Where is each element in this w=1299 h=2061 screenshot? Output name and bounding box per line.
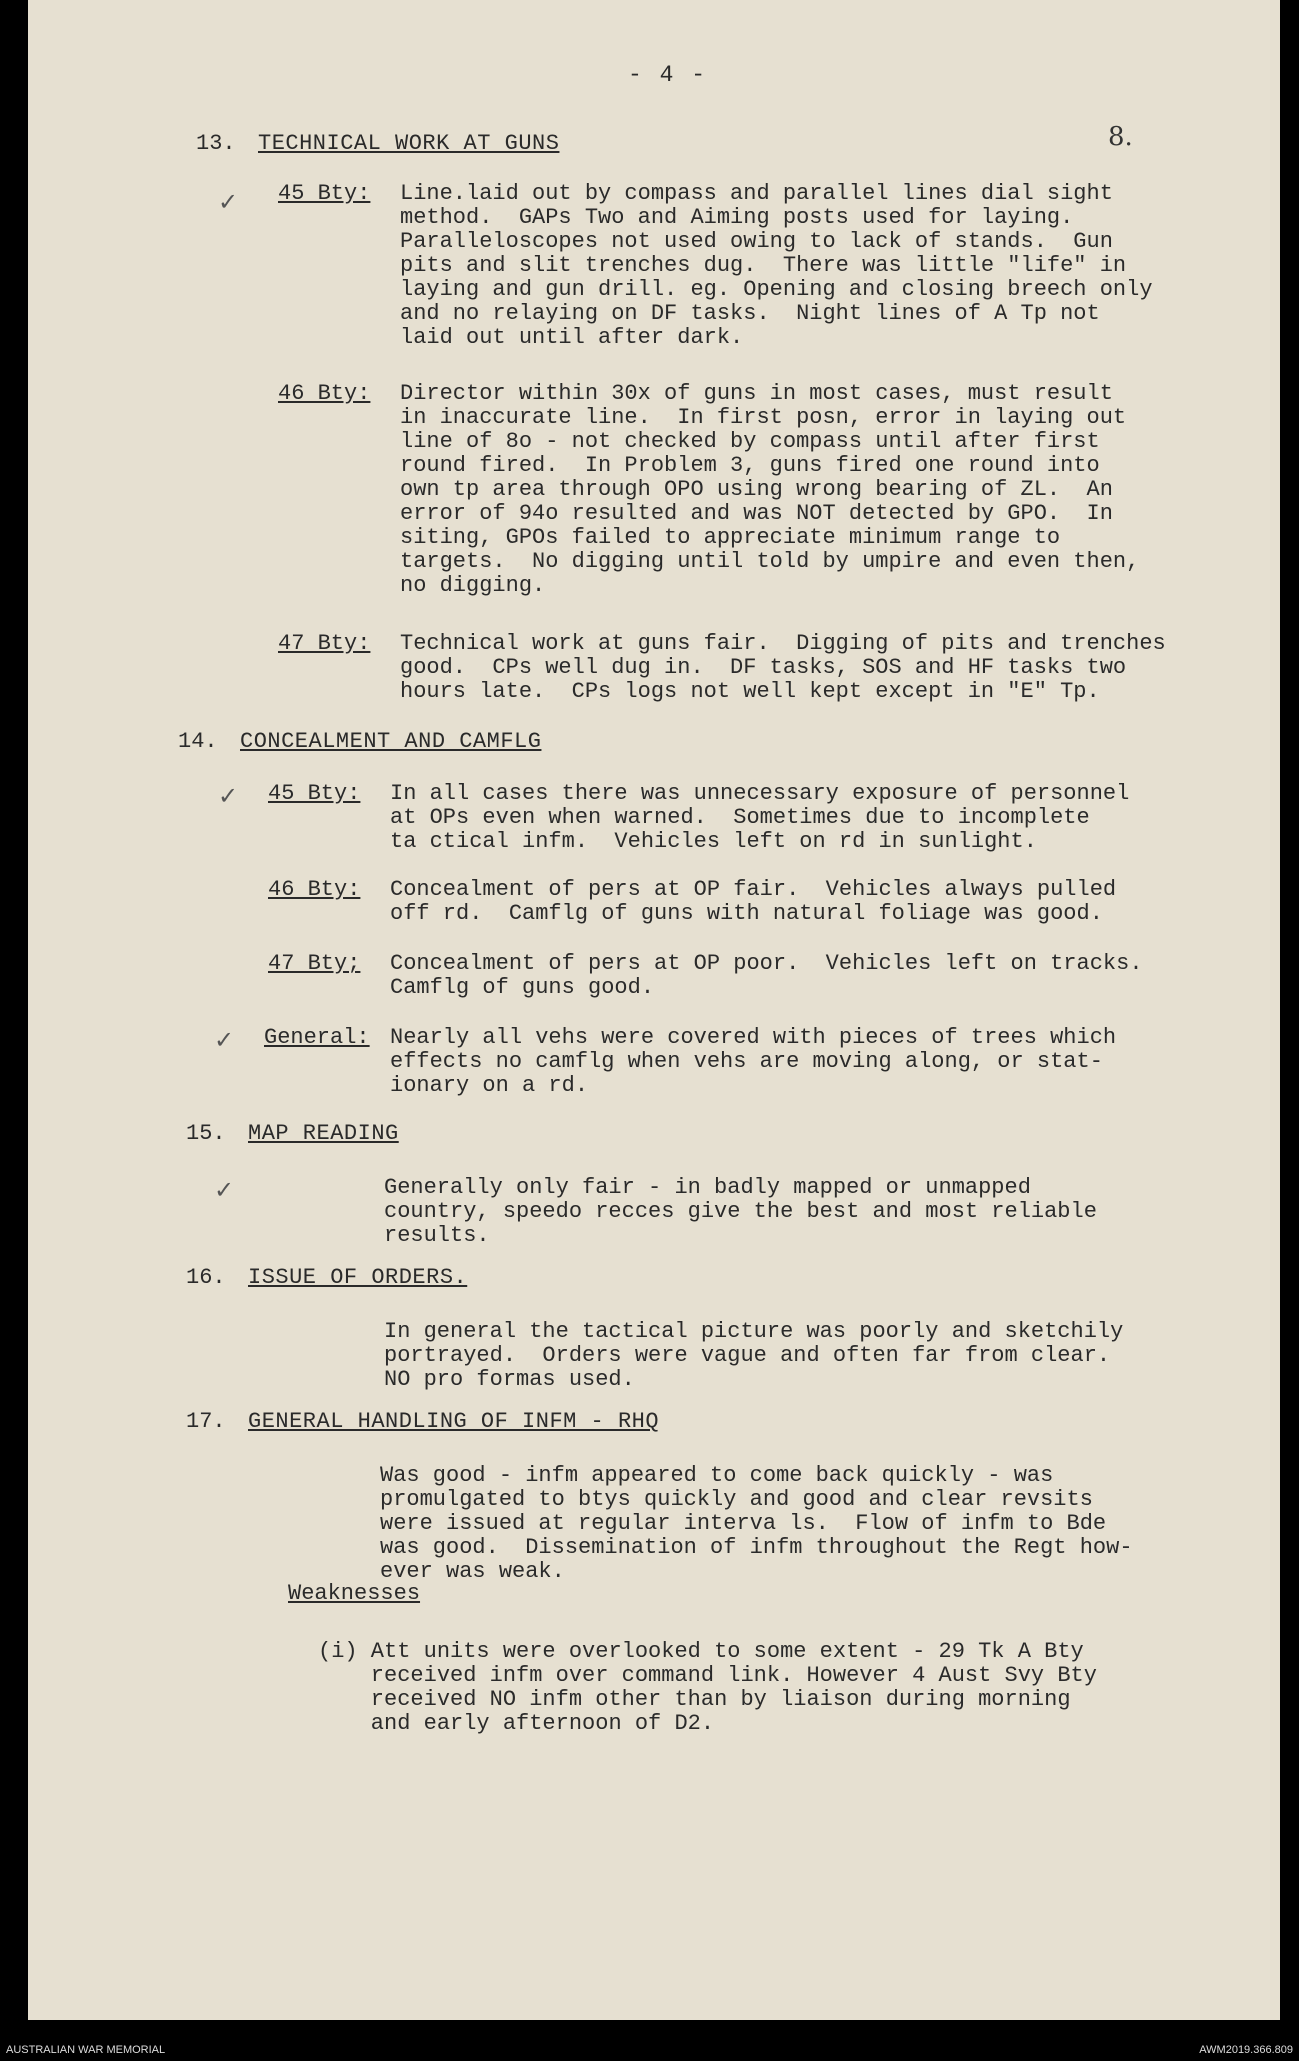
check-mark-icon: ✓ [218, 188, 239, 216]
s17-text: Was good - infm appeared to come back quickly - was promulgated to btys quickly and good and clear revsits were issued at regular interva ls. Flow of infm to Bde was good. Dissemination of infm throughout the Regt how- ever was weak. [380, 1463, 1133, 1584]
bty-label: 47 Bty; [268, 951, 361, 976]
bty-label: 45 Bty: [278, 181, 371, 206]
section-number: 17. [186, 1409, 226, 1434]
check-mark-icon: ✓ [214, 1176, 235, 1204]
bty-label: 45 Bty: [268, 781, 361, 806]
section-title: ISSUE OF ORDERS. [248, 1265, 468, 1290]
section-14-heading [178, 730, 541, 754]
section-title: GENERAL HANDLING OF INFM - RHQ [248, 1409, 660, 1434]
section-13-heading [196, 132, 559, 156]
bty-label: 46 Bty: [268, 877, 361, 902]
section-16-heading [186, 1266, 467, 1290]
section-number: 14. [178, 729, 218, 754]
bty-text: Technical work at guns fair. Digging of pits and trenches good. CPs well dug in. DF tasks, SOS and HF tasks two hours late. CPs logs not well kept except in "E" Tp. [400, 631, 1166, 704]
section-title: MAP READING [248, 1121, 399, 1146]
weaknesses-heading: Weaknesses [288, 1581, 421, 1606]
footer-right: AWM2019.366.809 [1199, 2044, 1293, 2056]
document-page [28, 0, 1280, 2020]
section-number: 16. [186, 1265, 226, 1290]
bty-text: Line.laid out by compass and parallel lines dial sight method. GAPs Two and Aiming posts used for laying. Paralleloscopes not used owing to lack of stands. Gun pits and slit trenches dug. There was little "life" in laying and gun drill. eg. Opening and closing breech only and no relaying on DF tasks. Night lines of A Tp not laid out until after dark. [400, 181, 1153, 350]
s16-text: In general the tactical picture was poorly and sketchily portrayed. Orders were vague and often far from clear. NO pro formas used. [384, 1319, 1124, 1392]
general-label: General: [264, 1025, 370, 1050]
section-title: CONCEALMENT AND CAMFLG [240, 729, 542, 754]
bty-text: Concealment of pers at OP fair. Vehicles always pulled off rd. Camflg of guns with natural foliage was good. [390, 877, 1117, 926]
bty-text: In all cases there was unnecessary exposure of personnel at OPs even when warned. Sometimes due to incomplete ta ctical infm. Vehicles left on rd in sunlight. [390, 781, 1130, 854]
section-15-heading [186, 1122, 399, 1146]
check-mark-icon: ✓ [218, 782, 239, 810]
bty-text: Director within 30x of guns in most cases, must result in inaccurate line. In first posn, error in laying out line of 8o - not checked by compass until after first round fired. In Problem 3, guns fired one round into own tp area through OPO using wrong bearing of ZL. An error of 94o resulted and was NOT detected by GPO. In siting, GPOs failed to appreciate minimum range to targets. No digging until told by umpire and even then, no digging. [400, 381, 1140, 598]
section-number: 13. [196, 131, 236, 156]
section-17-heading [186, 1410, 659, 1434]
section-title: TECHNICAL WORK AT GUNS [258, 131, 560, 156]
bty-text: Concealment of pers at OP poor. Vehicles left on tracks. Camflg of guns good. [390, 951, 1143, 1000]
page-number: - 4 - [628, 62, 708, 88]
footer-left: AUSTRALIAN WAR MEMORIAL [6, 2044, 166, 2056]
weakness-item: (i) Att units were overlooked to some extent - 29 Tk A Bty received infm over command link. However 4 Aust Svy Bty received NO infm other than by liaison during morning and early afternoon of D2. [318, 1639, 1097, 1736]
check-mark-icon: ✓ [214, 1026, 235, 1054]
section-number: 15. [186, 1121, 226, 1146]
general-text: Nearly all vehs were covered with pieces of trees which effects no camflg when vehs are moving along, or stat- ionary on a rd. [390, 1025, 1117, 1098]
bty-label: 46 Bty: [278, 381, 371, 406]
handwritten-mark: 8. [1108, 122, 1133, 152]
bty-label: 47 Bty: [278, 631, 371, 656]
s15-text: Generally only fair - in badly mapped or unmapped country, speedo recces give the best and most reliable results. [384, 1175, 1097, 1248]
